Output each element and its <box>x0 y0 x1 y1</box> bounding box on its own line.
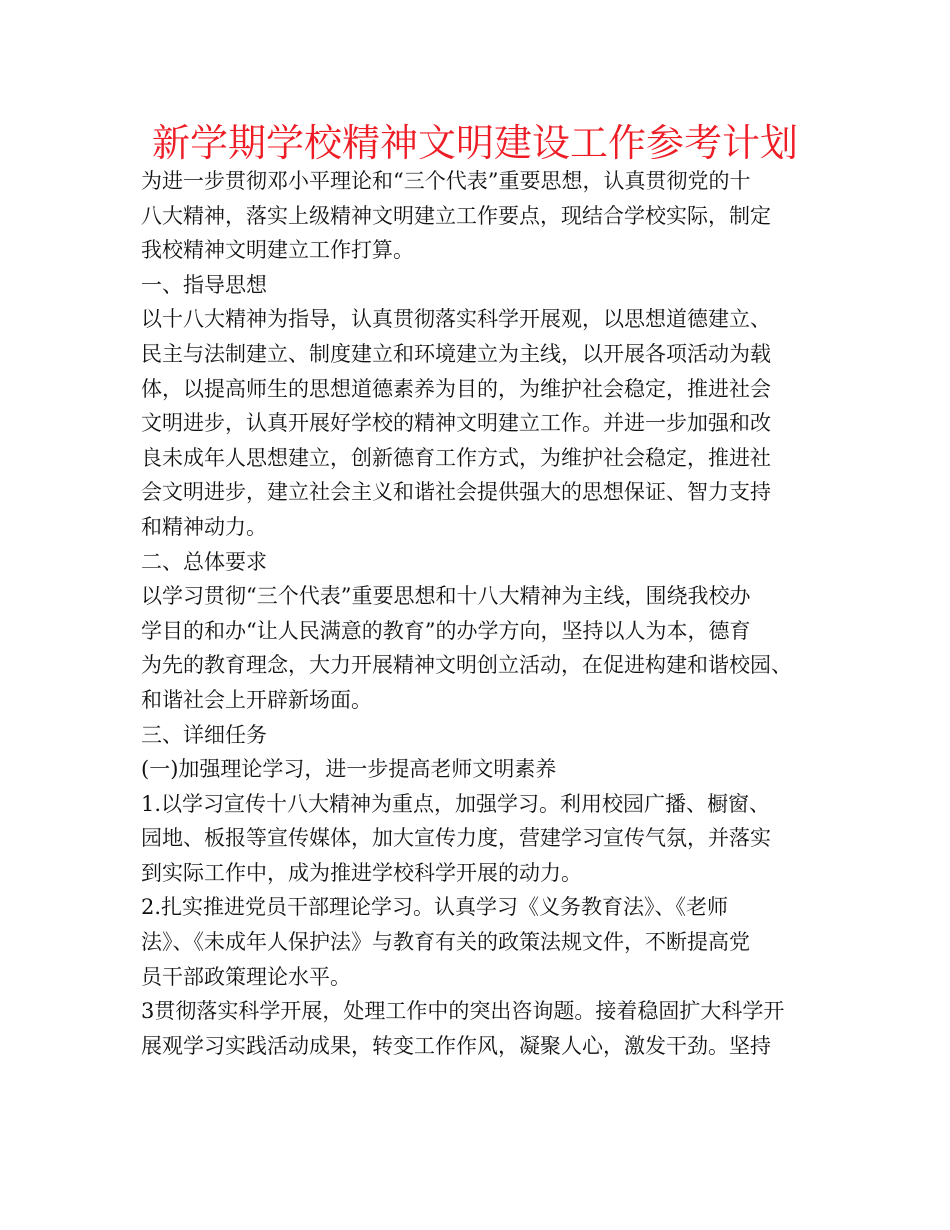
body-line: 1.以学习宣传十八大精神为重点，加强学习。利用校园广播、橱窗、 <box>141 791 771 816</box>
body-line: 为进一步贯彻邓小平理论和“三个代表”重要思想，认真贯彻党的十 <box>141 169 751 193</box>
body-line: 员干部政策理论水平。 <box>141 964 351 989</box>
body-line: 3贯彻落实科学开展，处理工作中的突出咨询题。接着稳固扩大科学开 <box>141 999 785 1024</box>
body-line: 三、详细任务 <box>141 722 267 747</box>
body-line: 和谐社会上开辟新场面。 <box>141 687 372 712</box>
body-line: 2.扎实推进党员干部理论学习。认真学习《义务教育法》、《老师 <box>141 895 729 920</box>
body-line: 文明进步，认真开展好学校的精神文明建立工作。并进一步加强和改 <box>141 411 771 436</box>
body-line: 到实际工作中，成为推进学校科学开展的动力。 <box>141 860 582 885</box>
body-line: 八大精神，落实上级精神文明建立工作要点，现结合学校实际，制定 <box>141 203 771 228</box>
body-line: 法》、《未成年人保护法》与教育有关的政策法规文件，不断提高党 <box>141 930 750 955</box>
body-line: 一、指导思想 <box>141 272 267 297</box>
document-body <box>141 164 831 1063</box>
document-title: 新学期学校精神文明建设工作参考计划 <box>151 121 798 165</box>
body-line: 体，以提高师生的思想道德素养为目的，为维护社会稳定，推进社会 <box>141 376 771 401</box>
body-line: (一)加强理论学习，进一步提高老师文明素养 <box>141 757 557 782</box>
body-line: 学目的和办“让人民满意的教育”的办学方向，坚持以人为本，德育 <box>141 618 751 643</box>
body-line: 为先的教育理念，大力开展精神文明创立活动，在促进构建和谐校园、 <box>141 653 792 678</box>
body-line: 民主与法制建立、制度建立和环境建立为主线，以开展各项活动为载 <box>141 341 771 366</box>
body-line: 良未成年人思想建立，创新德育工作方式，为维护社会稳定，推进社 <box>141 445 771 470</box>
body-line: 展观学习实践活动成果，转变工作作风，凝聚人心，激发干劲。坚持 <box>141 1033 771 1058</box>
body-line: 会文明进步，建立社会主义和谐社会提供强大的思想保证、智力支持 <box>141 480 771 505</box>
body-line: 以十八大精神为指导，认真贯彻落实科学开展观，以思想道德建立、 <box>141 307 771 332</box>
body-line: 以学习贯彻“三个代表”重要思想和十八大精神为主线，围绕我校办 <box>141 584 751 609</box>
body-line: 和精神动力。 <box>141 514 267 539</box>
body-line: 园地、板报等宣传媒体，加大宣传力度，营建学习宣传气氛，并落实 <box>141 826 771 851</box>
body-line: 二、总体要求 <box>141 549 267 574</box>
body-line: 我校精神文明建立工作打算。 <box>141 238 414 263</box>
